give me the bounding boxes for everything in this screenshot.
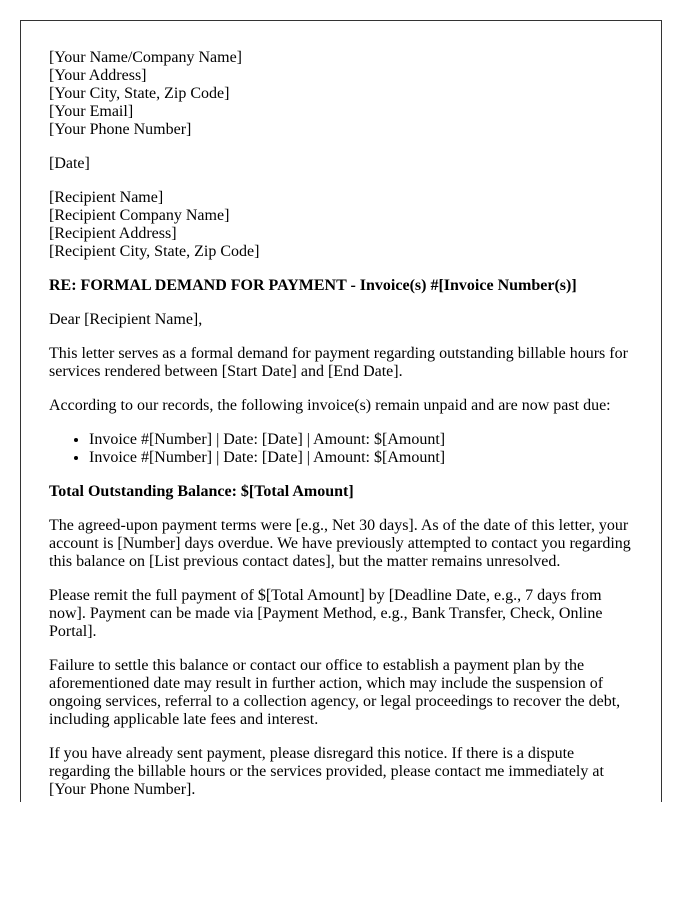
sender-address: [Your Address] xyxy=(49,67,147,84)
consequences-paragraph: Failure to settle this balance or contact our office to establish a payment plan by the aforementioned date may result in further action, which may include the suspension of ongoing services, referral to a collection agency, or legal proceedings to recover the debt, including applicable late fees and interest. xyxy=(49,657,621,728)
terms-paragraph: The agreed-upon payment terms were [e.g., Net 30 days]. As of the date of this letter, your account is [Number] days overdue. We have previously attempted to contact you regarding this balance on [List previous contact dates], but the matter remains unresolved. xyxy=(49,517,631,570)
sender-city-state-zip: [Your City, State, Zip Code] xyxy=(49,85,230,102)
letter-date: [Date] xyxy=(49,155,90,172)
demand-letter xyxy=(20,20,662,802)
salutation: Dear [Recipient Name], xyxy=(49,311,203,328)
recipient-address: [Recipient Address] xyxy=(49,225,177,242)
sender-phone: [Your Phone Number] xyxy=(49,121,192,138)
sender-block xyxy=(49,49,633,139)
page-viewport xyxy=(20,20,662,802)
recipient-city-state-zip: [Recipient City, State, Zip Code] xyxy=(49,243,260,260)
intro-paragraph: This letter serves as a formal demand for payment regarding outstanding billable hours for services rendered between [Start Date] and [End Date]. xyxy=(49,345,628,380)
dispute-paragraph: If you have already sent payment, please disregard this notice. If there is a dispute regarding the billable hours or the services provided, please contact me immediately at [Your Phone Number]. xyxy=(49,745,604,798)
recipient-block xyxy=(49,189,633,261)
sender-name: [Your Name/Company Name] xyxy=(49,49,243,66)
recipient-name: [Recipient Name] xyxy=(49,189,164,206)
total-balance: Total Outstanding Balance: $[Total Amount] xyxy=(49,483,354,500)
remit-paragraph: Please remit the full payment of $[Total Amount] by [Deadline Date, e.g., 7 days from now]. Payment can be made via [Payment Method, e.g., Bank Transfer, Check, Online Portal]. xyxy=(49,587,603,640)
invoice-item: • Invoice #[Number] | Date: [Date] | Amount: $[Amount] xyxy=(89,449,633,467)
subject-line: RE: FORMAL DEMAND FOR PAYMENT - Invoice(s) #[Invoice Number(s)] xyxy=(49,277,577,294)
records-paragraph: According to our records, the following invoice(s) remain unpaid and are now past due: xyxy=(49,397,611,414)
invoice-list xyxy=(49,431,633,467)
recipient-company: [Recipient Company Name] xyxy=(49,207,230,224)
invoice-item: • Invoice #[Number] | Date: [Date] | Amount: $[Amount] xyxy=(89,431,633,449)
sender-email: [Your Email] xyxy=(49,103,134,120)
